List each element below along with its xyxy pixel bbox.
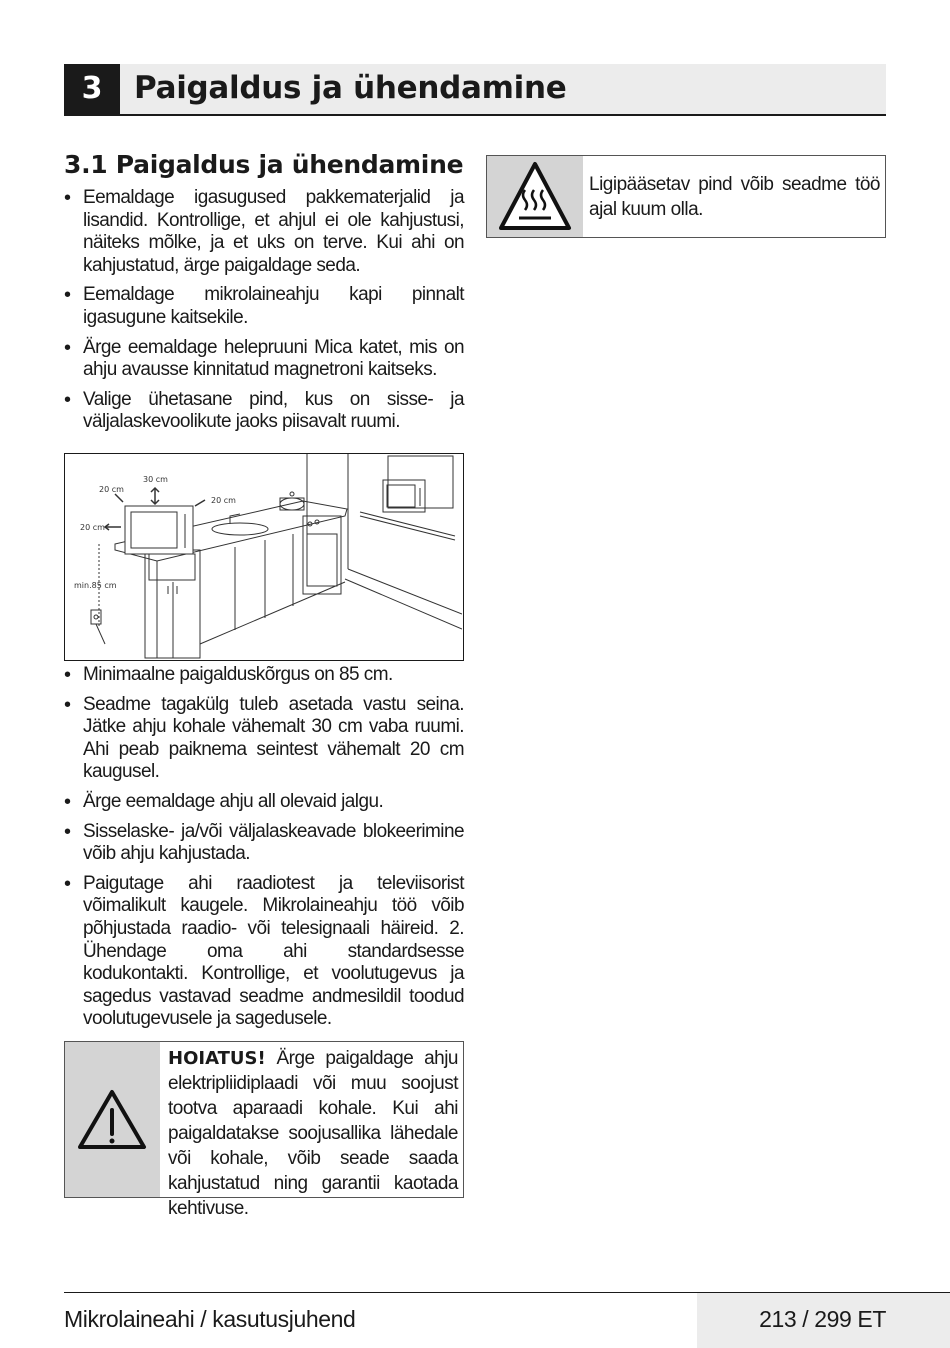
chapter-title: Paigaldus ja ühendamine [134,70,567,106]
footer-doc-title: Mikrolaineahi / kasutusjuhend [64,1306,356,1332]
placement-list [64,664,464,1038]
warning-box [64,1041,464,1219]
warning-icon-cell [65,1042,160,1197]
hot-icon-cell [487,156,583,237]
list-item: • Eemaldage igasugused pakkematerjalid ja lisandid. Kontrollige, et ahjul ei ole kahjustusi, näiteks mõlke, ja et uks on terve. Kui ahi on kahjustatud, ärge paigaldage seda. [64,187,464,277]
section-title: 3.1 Paigaldus ja ühendamine [64,150,464,179]
list-item: • Minimaalne paigalduskõrgus on 85 cm. [64,664,464,687]
hot-surface-icon [487,156,583,237]
hot-surface-text: Ligipääsetav pind võib seadme töö ajal kuum olla. [589,174,880,220]
list-item: • Ärge eemaldage helepruuni Mica katet, mis on ahju avausse kinnitatud magnetroni kaitseks. [64,337,464,382]
label-right: 20 cm [211,496,236,505]
chapter-header [64,64,886,116]
warning-body: Ärge paigaldage ahju elektripliidiplaadi või muu soojust tootva aparaadi kohale. Kui ahi paigaldatakse soojusallika lähedale või kohale, võib seade saada kahjustatud ning garantii kaotada kehtivuse. [168,1048,458,1219]
hot-surface-box [486,155,886,238]
label-height: min.85 cm [74,581,117,590]
label-left-top: 20 cm [99,485,124,494]
list-item: • Valige ühetasane pind, kus on sisse- ja väljalaskevoolikute jaoks piisavalt ruumi. [64,389,464,434]
label-left: 20 cm [80,523,105,532]
label-top: 30 cm [143,475,168,484]
list-item: • Seadme tagakülg tuleb asetada vastu seina. Jätke ahju kohale vähemalt 30 cm vaba ruumi. Ahi peab paiknema seintest vähemalt 20 cm kaugusel. [64,694,464,784]
warning-text [168,1046,458,1221]
installation-diagram [64,453,464,661]
installation-list [64,187,464,441]
list-item: • Paigutage ahi raadiotest ja televiisorist võimalikult kaugele. Mikrolaineahju töö võib põhjustada raadio- või telesignaali häireid. 2. Ühendage oma ahi standardsesse kodukontakti. Kontrollige, et voolutugevus ja sagedus vastavad seadme andmesildil toodud voolutugevusele ja sagedusele. [64,873,464,1031]
warning-label: HOIATUS! [168,1048,266,1069]
chapter-number: 3 [64,64,120,114]
list-item: • Sisselaske- ja/või väljalaskeavade blokeerimine võib ahju kahjustada. [64,821,464,866]
footer-page-number: 213 / 299 ET [759,1306,886,1332]
list-item: • Ärge eemaldage ahju all olevaid jalgu. [64,791,464,814]
list-item: • Eemaldage mikrolaineahju kapi pinnalt igasugune kaitsekile. [64,284,464,329]
warning-triangle-icon [65,1042,160,1197]
